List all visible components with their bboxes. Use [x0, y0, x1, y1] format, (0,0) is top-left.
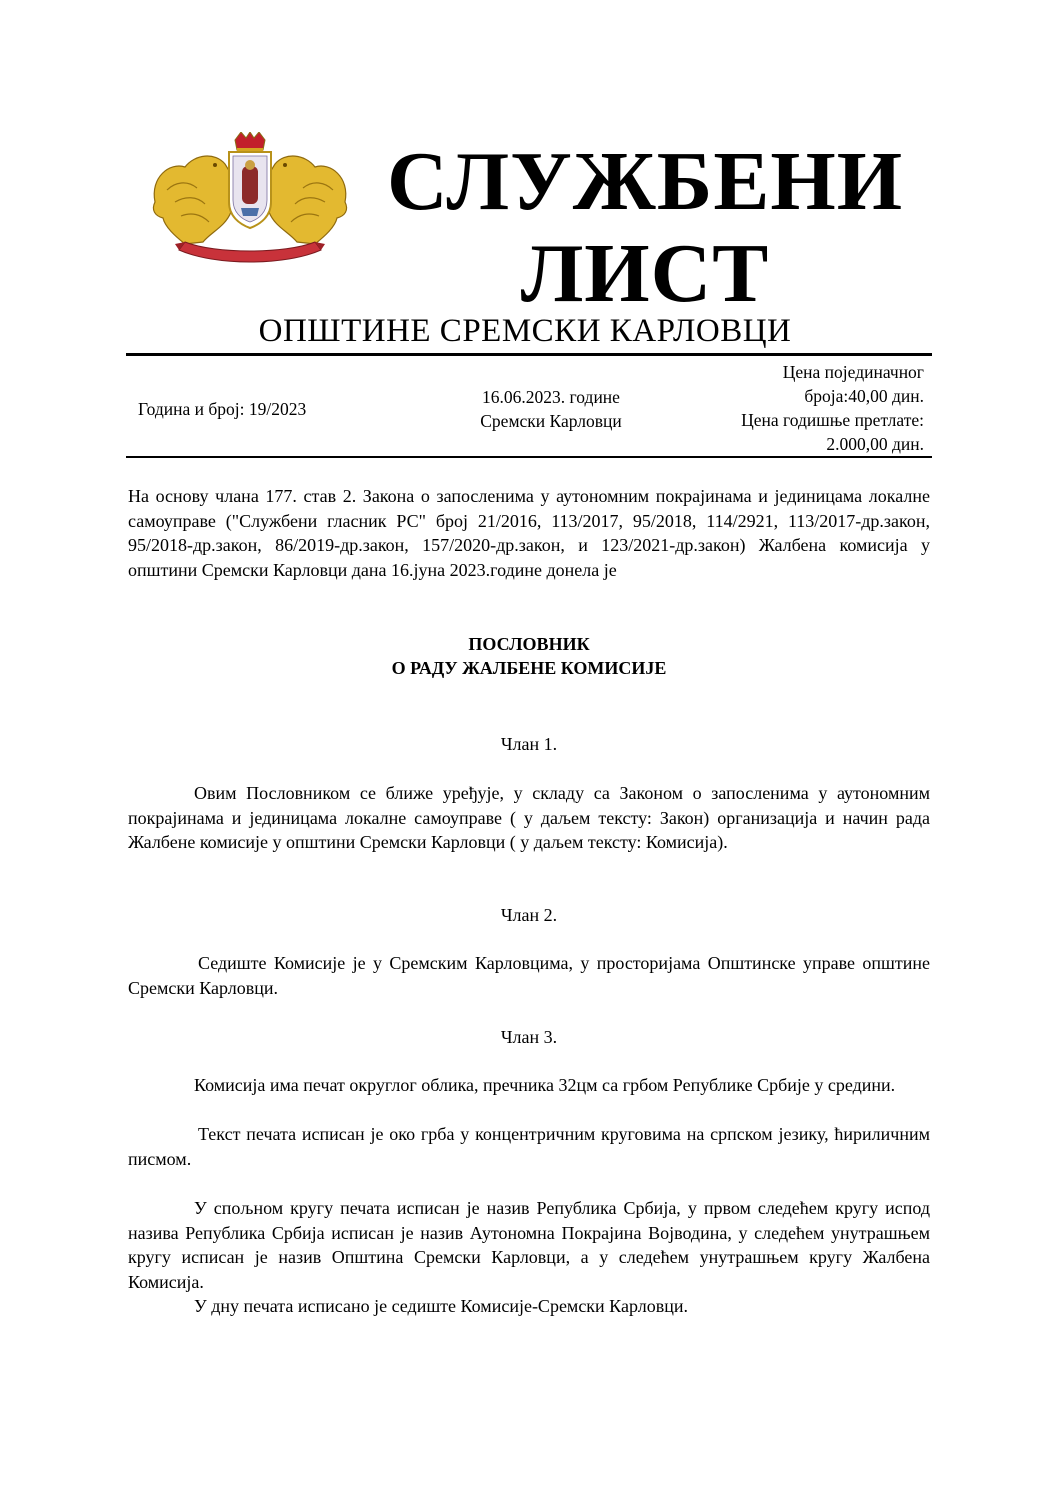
article-paragraph: Овим Пословником се ближе уређује, у складу са Законом о запосленима у аутономним покрајинама и јединицама локалне самоуправе ( у даљем тексту: Закон) организација и начин рада Жалбене комисије у општини Сремски Карловци ( у даљем тексту: Комисија).	[128, 783, 930, 852]
article-heading: Члан 2.	[500, 905, 558, 925]
coat-of-arms-icon	[145, 132, 355, 267]
issue-date-place	[436, 385, 666, 433]
masthead-divider-top	[126, 353, 932, 356]
masthead-title-line1: СЛУЖБЕНИ	[386, 135, 904, 228]
article-paragraph: Седиште Комисије је у Сремским Карловцима, у просторијама Општинске управе општине Сремски Карловци.	[128, 953, 930, 998]
article-paragraph: У дну печата исписано је седиште Комисије-Сремски Карловци.	[194, 1296, 688, 1316]
issue-place: Сремски Карловци	[480, 411, 622, 431]
masthead-title-line2: ЛИСТ	[520, 227, 770, 320]
document-title-line1: ПОСЛОВНИК	[468, 634, 590, 654]
issue-date: 16.06.2023. године	[482, 387, 620, 407]
price-annual-value: 2.000,00 дин.	[826, 434, 924, 454]
issue-prices	[664, 360, 924, 456]
article-paragraph: Комисија има печат округлог облика, пречника 32цм са грбом Републике Србије у средини.	[194, 1075, 896, 1095]
document-title-line2: О РАДУ ЖАЛБЕНЕ КОМИСИЈЕ	[391, 658, 667, 678]
article-paragraph: Текст печата исписан је око грба у концентричним круговима на српском језику, ћириличним писмом.	[128, 1124, 930, 1169]
article-heading: Члан 1.	[500, 734, 558, 754]
masthead-subtitle: ОПШТИНЕ СРЕМСКИ КАРЛОВЦИ	[258, 313, 792, 349]
issue-info-row	[126, 360, 932, 455]
price-single-value: броја:40,00 дин.	[804, 386, 924, 406]
masthead-divider-bottom	[126, 456, 932, 458]
article-heading: Члан 3.	[500, 1027, 558, 1047]
issue-year-number: Година и број: 19/2023	[138, 399, 307, 419]
article-paragraph: У спољном кругу печата исписан је назив Република Србија, у првом следећем кругу испод назива Република Србија исписан је назив Аутономна Покрајина Војводина, у следећем унутрашњем кругу исписан је назив Општина Сремски Карловци, а у следећем унутрашњем кругу Жалбена Комисија.	[128, 1198, 930, 1292]
price-single-label: Цена појединачног	[782, 362, 924, 382]
price-annual-label: Цена годишње претлате:	[741, 410, 924, 430]
preamble-paragraph: На основу члана 177. став 2. Закона о запосленима у аутономним покрајинама и јединицама локалне самоуправе ("Службени гласник РС" број 21/2016, 113/2017, 95/2018, 114/2921, 113/2017-др.закон, 95/2018-др.закон, 86/2019-др.закон, 157/2020-др.закон, и 123/2021-др.закон) Жалбена комисија у општини Сремски Карловци дана 16.јуна 2023.године донела је	[128, 486, 930, 580]
